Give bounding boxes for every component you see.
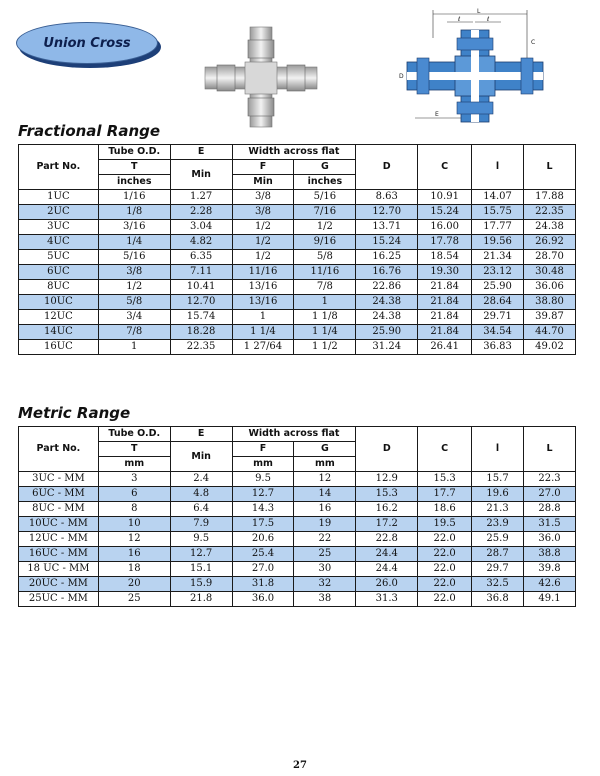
table-cell: 8.63 [356,190,418,205]
table-cell: 3 [98,472,170,487]
table-cell: 24.38 [356,310,418,325]
table-cell: 34.54 [472,325,524,340]
table-cell: 20.6 [232,532,294,547]
table-cell: 23.12 [472,265,524,280]
table-cell: 22.8 [356,532,418,547]
fractional-table-body [19,190,576,355]
drawing-label-l2: ℓ [487,16,490,23]
table-cell: 1 1/4 [294,325,356,340]
table-cell: 5/16 [294,190,356,205]
table-cell: 36.0 [524,532,576,547]
table-cell: 25.4 [232,547,294,562]
table-row [19,310,576,325]
table-row [19,190,576,205]
table-cell: 15.24 [418,205,472,220]
table-row [19,280,576,295]
table-cell: 30 [294,562,356,577]
table-cell: 44.70 [524,325,576,340]
table-cell: 8UC [19,280,99,295]
table-cell: 26.41 [418,340,472,355]
table-cell: 21.84 [418,280,472,295]
table-cell: 32 [294,577,356,592]
table-cell: 31.24 [356,340,418,355]
table-row [19,235,576,250]
table-cell: 29.71 [472,310,524,325]
table-cell: 16.25 [356,250,418,265]
table-cell: 6 [98,487,170,502]
table-cell: 8 [98,502,170,517]
table-cell: 18.28 [170,325,232,340]
col-d: D [356,427,418,472]
table-cell: 3/8 [98,265,170,280]
table-cell: 15.74 [170,310,232,325]
table-row [19,295,576,310]
table-cell: 25 [294,547,356,562]
table-row [19,340,576,355]
fractional-table [18,144,576,355]
table-cell: 10.41 [170,280,232,295]
table-cell: 24.4 [356,562,418,577]
table-cell: 3/8 [232,205,294,220]
table-cell: 22.3 [524,472,576,487]
table-cell: 16 [98,547,170,562]
table-cell: 15.24 [356,235,418,250]
table-cell: 3UC - MM [19,472,99,487]
table-cell: 12UC - MM [19,532,99,547]
table-row [19,205,576,220]
table-cell: 25UC - MM [19,592,99,607]
table-cell: 26.0 [356,577,418,592]
col-c: C [418,145,472,190]
badge-label: Union Cross [43,35,131,51]
table-cell: 17.77 [472,220,524,235]
metric-table [18,426,576,607]
table-cell: 1/2 [232,250,294,265]
table-cell: 22.0 [418,577,472,592]
table-cell: 31.5 [524,517,576,532]
table-cell: 3/4 [98,310,170,325]
table-cell: 1/2 [232,235,294,250]
metric-title: Metric Range [18,404,131,422]
table-cell: 22 [294,532,356,547]
table-cell: 22.86 [356,280,418,295]
table-cell: 23.9 [472,517,524,532]
table-cell: 49.02 [524,340,576,355]
table-cell: 2.28 [170,205,232,220]
table-row [19,532,576,547]
table-cell: 9.5 [170,532,232,547]
table-cell: 28.7 [472,547,524,562]
table-cell: 49.1 [524,592,576,607]
table-cell: 12 [98,532,170,547]
table-row [19,502,576,517]
table-cell: 25.90 [356,325,418,340]
table-cell: 16UC [19,340,99,355]
table-row [19,487,576,502]
table-cell: 17.2 [356,517,418,532]
table-cell: 6.35 [170,250,232,265]
table-cell: 5/8 [98,295,170,310]
col-t: T [98,160,170,175]
table-cell: 31.3 [356,592,418,607]
table-cell: 12.7 [232,487,294,502]
table-cell: 38.8 [524,547,576,562]
table-cell: 1 1/4 [232,325,294,340]
table-cell: 27.0 [232,562,294,577]
table-cell: 12.9 [356,472,418,487]
col-e-min: Min [170,442,232,472]
table-cell: 36.83 [472,340,524,355]
table-cell: 11/16 [294,265,356,280]
drawing-label-D: D [399,73,404,80]
col-e: E [170,427,232,442]
table-cell: 2.4 [170,472,232,487]
col-g: G [294,442,356,457]
table-cell: 7/8 [98,325,170,340]
table-cell: 15.75 [472,205,524,220]
table-row [19,220,576,235]
col-l-small: l [472,427,524,472]
col-g-unit: mm [294,457,356,472]
table-row [19,547,576,562]
table-cell: 4.8 [170,487,232,502]
table-cell: 18.6 [418,502,472,517]
col-f-unit: Min [232,175,294,190]
table-row [19,562,576,577]
table-cell: 1 [98,340,170,355]
table-cell: 20UC - MM [19,577,99,592]
table-cell: 1 [232,310,294,325]
table-cell: 26.92 [524,235,576,250]
table-cell: 18 UC - MM [19,562,99,577]
table-cell: 2UC [19,205,99,220]
table-cell: 5/16 [98,250,170,265]
table-cell: 9.5 [232,472,294,487]
table-cell: 1 1/8 [294,310,356,325]
table-cell: 21.84 [418,310,472,325]
metric-table-body [19,472,576,607]
product-badge [16,22,158,64]
table-cell: 30.48 [524,265,576,280]
drawing-label-C: C [531,39,536,46]
col-t-unit: mm [98,457,170,472]
table-cell: 27.0 [524,487,576,502]
table-cell: 18.54 [418,250,472,265]
table-cell: 4.82 [170,235,232,250]
table-cell: 22.35 [170,340,232,355]
col-l-small: l [472,145,524,190]
table-cell: 6UC - MM [19,487,99,502]
table-cell: 7.9 [170,517,232,532]
table-cell: 12.7 [170,547,232,562]
table-cell: 1 1/2 [294,340,356,355]
table-cell: 5UC [19,250,99,265]
table-cell: 17.5 [232,517,294,532]
table-cell: 31.8 [232,577,294,592]
table-cell: 3/8 [232,190,294,205]
table-cell: 15.9 [170,577,232,592]
table-cell: 28.70 [524,250,576,265]
table-cell: 3UC [19,220,99,235]
table-cell: 15.1 [170,562,232,577]
table-cell: 7.11 [170,265,232,280]
table-cell: 28.64 [472,295,524,310]
table-cell: 18 [98,562,170,577]
table-cell: 1/8 [98,205,170,220]
col-f: F [232,442,294,457]
table-cell: 6.4 [170,502,232,517]
table-cell: 16.76 [356,265,418,280]
table-cell: 15.3 [356,487,418,502]
table-cell: 14.07 [472,190,524,205]
table-row [19,325,576,340]
table-cell: 7/8 [294,280,356,295]
table-cell: 1/2 [98,280,170,295]
table-row [19,472,576,487]
table-cell: 19.56 [472,235,524,250]
table-cell: 14 [294,487,356,502]
table-cell: 1/2 [232,220,294,235]
table-cell: 8UC - MM [19,502,99,517]
table-cell: 3/16 [98,220,170,235]
table-row [19,577,576,592]
table-cell: 19.30 [418,265,472,280]
table-cell: 29.7 [472,562,524,577]
table-cell: 15.3 [418,472,472,487]
table-row [19,592,576,607]
table-cell: 1/2 [294,220,356,235]
table-cell: 7/16 [294,205,356,220]
table-cell: 16 [294,502,356,517]
table-cell: 3.04 [170,220,232,235]
col-e: E [170,145,232,160]
table-cell: 32.5 [472,577,524,592]
table-cell: 14.3 [232,502,294,517]
table-cell: 15.7 [472,472,524,487]
table-cell: 25 [98,592,170,607]
col-g-unit: inches [294,175,356,190]
table-cell: 22.0 [418,532,472,547]
table-cell: 22.0 [418,562,472,577]
table-cell: 10UC [19,295,99,310]
table-cell: 21.8 [170,592,232,607]
col-c: C [418,427,472,472]
table-cell: 12 [294,472,356,487]
drawing-label-L: L [477,8,481,15]
drawing-label-E: E [435,111,439,118]
table-cell: 20 [98,577,170,592]
col-f-unit: mm [232,457,294,472]
table-cell: 16.00 [418,220,472,235]
col-t-unit: inches [98,175,170,190]
table-cell: 13/16 [232,295,294,310]
table-cell: 25.9 [472,532,524,547]
table-cell: 38.80 [524,295,576,310]
table-cell: 36.8 [472,592,524,607]
col-width-across-flat: Width across flat [232,145,356,160]
table-cell: 17.88 [524,190,576,205]
table-cell: 12.70 [170,295,232,310]
table-cell: 24.38 [356,295,418,310]
col-g: G [294,160,356,175]
table-cell: 24.4 [356,547,418,562]
table-cell: 21.3 [472,502,524,517]
table-cell: 21.34 [472,250,524,265]
table-cell: 21.84 [418,325,472,340]
table-cell: 1UC [19,190,99,205]
page-number: 27 [293,760,307,771]
table-cell: 5/8 [294,250,356,265]
table-cell: 10 [98,517,170,532]
table-cell: 39.87 [524,310,576,325]
table-cell: 16.2 [356,502,418,517]
dimension-drawing [395,8,545,128]
table-cell: 38 [294,592,356,607]
table-cell: 25.90 [472,280,524,295]
col-f: F [232,160,294,175]
col-e-min: Min [170,160,232,190]
table-cell: 22.0 [418,592,472,607]
table-cell: 19.5 [418,517,472,532]
table-cell: 13/16 [232,280,294,295]
table-cell: 22.0 [418,547,472,562]
table-cell: 17.7 [418,487,472,502]
table-cell: 1 27/64 [232,340,294,355]
table-cell: 14UC [19,325,99,340]
fractional-title: Fractional Range [18,122,161,140]
col-t: T [98,442,170,457]
table-cell: 16UC - MM [19,547,99,562]
table-row [19,265,576,280]
table-cell: 1/16 [98,190,170,205]
table-cell: 22.35 [524,205,576,220]
table-cell: 10UC - MM [19,517,99,532]
table-cell: 19.6 [472,487,524,502]
drawing-label-l1: ℓ [458,16,461,23]
table-cell: 17.78 [418,235,472,250]
col-width-across-flat: Width across flat [232,427,356,442]
table-cell: 39.8 [524,562,576,577]
table-cell: 4UC [19,235,99,250]
col-l-large: L [524,427,576,472]
table-cell: 12UC [19,310,99,325]
table-cell: 10.91 [418,190,472,205]
table-row [19,517,576,532]
table-cell: 12.70 [356,205,418,220]
table-cell: 13.71 [356,220,418,235]
table-cell: 21.84 [418,295,472,310]
table-cell: 28.8 [524,502,576,517]
table-row [19,250,576,265]
col-part-no: Part No. [19,145,99,190]
table-cell: 36.06 [524,280,576,295]
table-cell: 42.6 [524,577,576,592]
col-d: D [356,145,418,190]
table-cell: 19 [294,517,356,532]
col-tube-od: Tube O.D. [98,427,170,442]
col-tube-od: Tube O.D. [98,145,170,160]
table-cell: 9/16 [294,235,356,250]
table-cell: 1/4 [98,235,170,250]
table-cell: 36.0 [232,592,294,607]
table-cell: 24.38 [524,220,576,235]
col-l-large: L [524,145,576,190]
table-cell: 6UC [19,265,99,280]
col-part-no: Part No. [19,427,99,472]
table-cell: 1.27 [170,190,232,205]
table-cell: 11/16 [232,265,294,280]
table-cell: 1 [294,295,356,310]
union-cross-photo [195,22,325,132]
